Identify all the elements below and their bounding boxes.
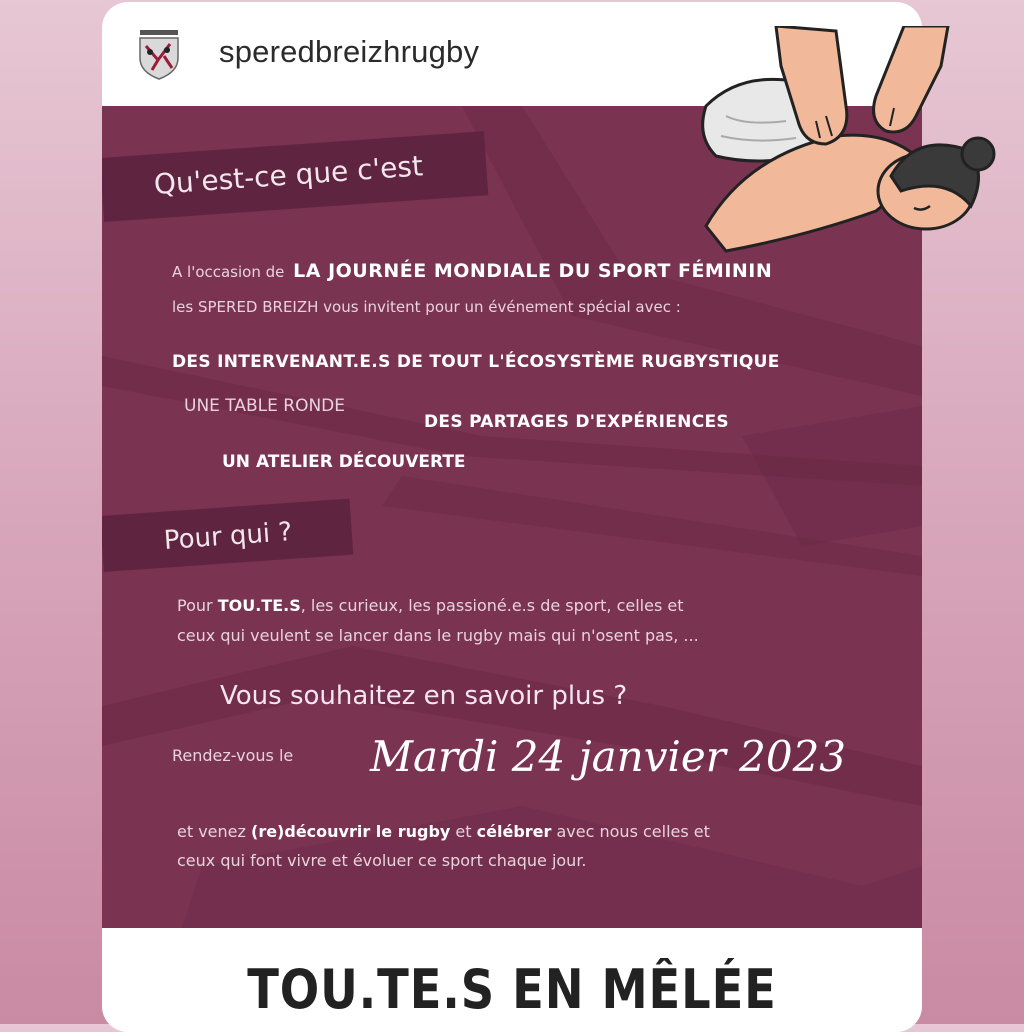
- who-line1: [177, 596, 684, 615]
- event-date: Mardi 24 janvier 2023: [370, 732, 847, 781]
- closing-line2: ceux qui font vivre et évoluer ce sport chaque jour.: [177, 851, 587, 870]
- cta-question: Vous souhaitez en savoir plus ?: [220, 681, 628, 711]
- club-logo-icon[interactable]: [136, 30, 182, 80]
- intro-line1: [172, 260, 772, 282]
- massage-sticker-icon[interactable]: [686, 26, 998, 258]
- closing-a: et venez: [177, 822, 246, 841]
- section2-title: Pour qui ?: [162, 517, 294, 556]
- closing-line1: [177, 822, 710, 841]
- post-username[interactable]: speredbreizhrugby: [219, 34, 480, 69]
- closing-b: (re)découvrir le rugby: [251, 822, 451, 841]
- section1-title: Qu'est-ce que c'est: [152, 149, 424, 201]
- who-rest: , les curieux, les passioné.e.s de sport, celles et: [300, 596, 684, 615]
- footer-title: TOU.TE.S EN MÊLÉE: [247, 958, 777, 1021]
- who-bold: TOU.TE.S: [217, 596, 301, 615]
- closing-d: célébrer: [476, 822, 552, 841]
- intro-highlight: LA JOURNÉE MONDIALE DU SPORT FÉMININ: [293, 260, 773, 282]
- who-line2: ceux qui veulent se lancer dans le rugby mais qui n'osent pas, ...: [177, 626, 699, 645]
- intro-line2: les SPERED BREIZH vous invitent pour un événement spécial avec :: [172, 298, 681, 316]
- item-atelier: UN ATELIER DÉCOUVERTE: [222, 452, 466, 472]
- item-intervenants: DES INTERVENANT.E.S DE TOUT L'ÉCOSYSTÈME RUGBYSTIQUE: [172, 352, 780, 372]
- footer: [102, 928, 922, 1032]
- closing-e: avec nous celles et: [556, 822, 710, 841]
- closing-c: et: [455, 822, 472, 841]
- rdv-prefix: Rendez-vous le: [172, 746, 294, 765]
- intro-prefix: A l'occasion de: [172, 263, 285, 281]
- who-prefix: Pour: [177, 596, 213, 615]
- item-partages: DES PARTAGES D'EXPÉRIENCES: [424, 412, 729, 432]
- item-table-ronde: UNE TABLE RONDE: [184, 396, 346, 416]
